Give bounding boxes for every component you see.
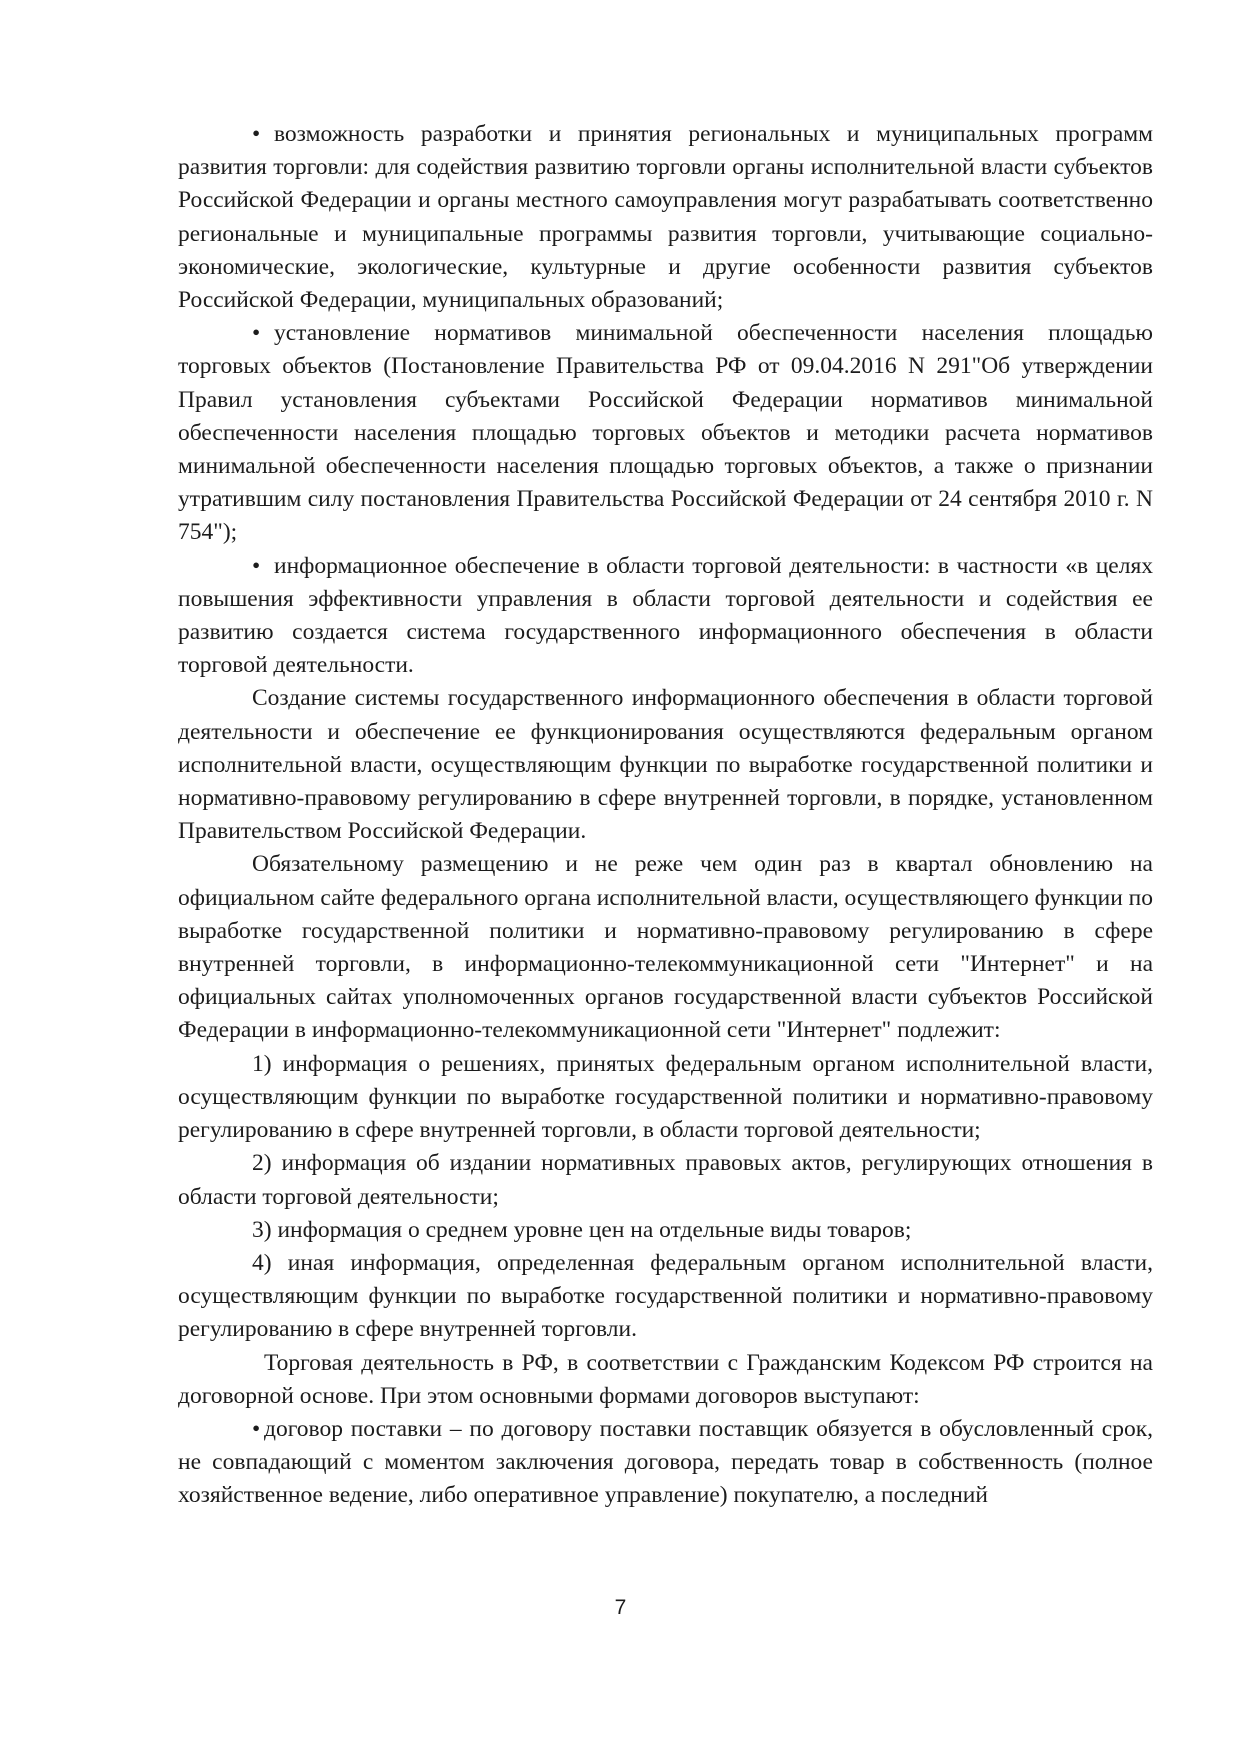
list-item-1: 1) информация о решениях, принятых федеральным органом исполнительной власти, осуществляющим функции по выработке государственной политики и нормативно-правовому регулированию в сфере внутренней торговли, в области торговой деятельности;	[178, 1050, 1153, 1144]
bullet-paragraph-norms	[178, 317, 1153, 549]
paragraph-text: установление нормативов минимальной обеспеченности населения площадью торговых объектов (Постановление Правительства РФ от 09.04.2016 N 291"Об утверждении Правил установления субъектами Российской Федерации нормативов минимальной обеспеченности населения площадью торговых объектов и методики расчета нормативов минимальной обеспеченности населения площадью торговых объектов, а также о признании утратившим силу постановления Правительства Российской Федерации от 24 сентября 2010 г. N 754");	[178, 320, 1153, 546]
paragraph-text: договор поставки – по договору поставки поставщик обязуется в обусловленный срок, не совпадающий с моментом заключения договора, передать товар в собственность (полное хозяйственное ведение, либо оперативное управление) покупателю, а последний	[178, 1415, 1153, 1509]
bullet-paragraph-regional-programs	[178, 118, 1153, 317]
paragraph-mandatory-publication: Обязательному размещению и не реже чем один раз в квартал обновлению на официальном сайте федерального органа исполнительной власти, осуществляющего функции по выработке государственной политики и нормативно-правовому регулированию в сфере внутренней торговли, в информационно-телекоммуникационной сети "Интернет" и на официальных сайтах уполномоченных органов государственной власти субъектов Российской Федерации в информационно-телекоммуникационной сети "Интернет" подлежит:	[178, 851, 1153, 1044]
list-item-4: 4) иная информация, определенная федеральным органом исполнительной власти, осуществляющим функции по выработке государственной политики и нормативно-правовому регулированию в сфере внутренней торговли.	[178, 1249, 1153, 1343]
bullet-paragraph-information	[178, 550, 1153, 683]
paragraph-system-creation: Создание системы государственного информационного обеспечения в области торговой деятельности и обеспечение ее функционирования осуществляются федеральным органом исполнительной власти, осуществляющим функции по выработке государственной политики и нормативно-правовому регулированию в сфере внутренней торговли, в порядке, установленном Правительством Российской Федерации.	[178, 685, 1153, 845]
page-number: 7	[614, 1596, 627, 1619]
paragraph-text: возможность разработки и принятия региональных и муниципальных программ развития торговли: для содействия развитию торговли органы исполнительной власти субъектов Российской Федерации и органы местного самоуправления могут разрабатывать соответственно региональные и муниципальные программы развития торговли, учитывающие социально-экономические, экологические, культурные и другие особенности развития субъектов Российской Федерации, муниципальных образований;	[178, 121, 1153, 314]
bullet-icon: •	[252, 552, 261, 579]
bullet-icon: •	[252, 121, 261, 147]
list-item-2: 2) информация об издании нормативных правовых актов, регулирующих отношения в области торговой деятельности;	[178, 1150, 1153, 1210]
paragraph-text: информационное обеспечение в области торговой деятельности: в частности «в целях повышения эффективности управления в области торговой деятельности и содействия ее развитию создается система государственного информационного обеспечения в области торговой деятельности.	[178, 552, 1153, 679]
bullet-icon: •	[252, 320, 261, 347]
list-item-3: 3) информация о среднем уровне цен на отдельные виды товаров;	[252, 1216, 912, 1243]
body-text	[178, 118, 1153, 1513]
bullet-paragraph-supply-contract	[178, 1413, 1153, 1513]
bullet-icon: •	[252, 1415, 261, 1442]
paragraph-contract-basis: Торговая деятельность в РФ, в соответствии с Гражданским Кодексом РФ строится на договорной основе. При этом основными формами договоров выступают:	[178, 1349, 1153, 1409]
